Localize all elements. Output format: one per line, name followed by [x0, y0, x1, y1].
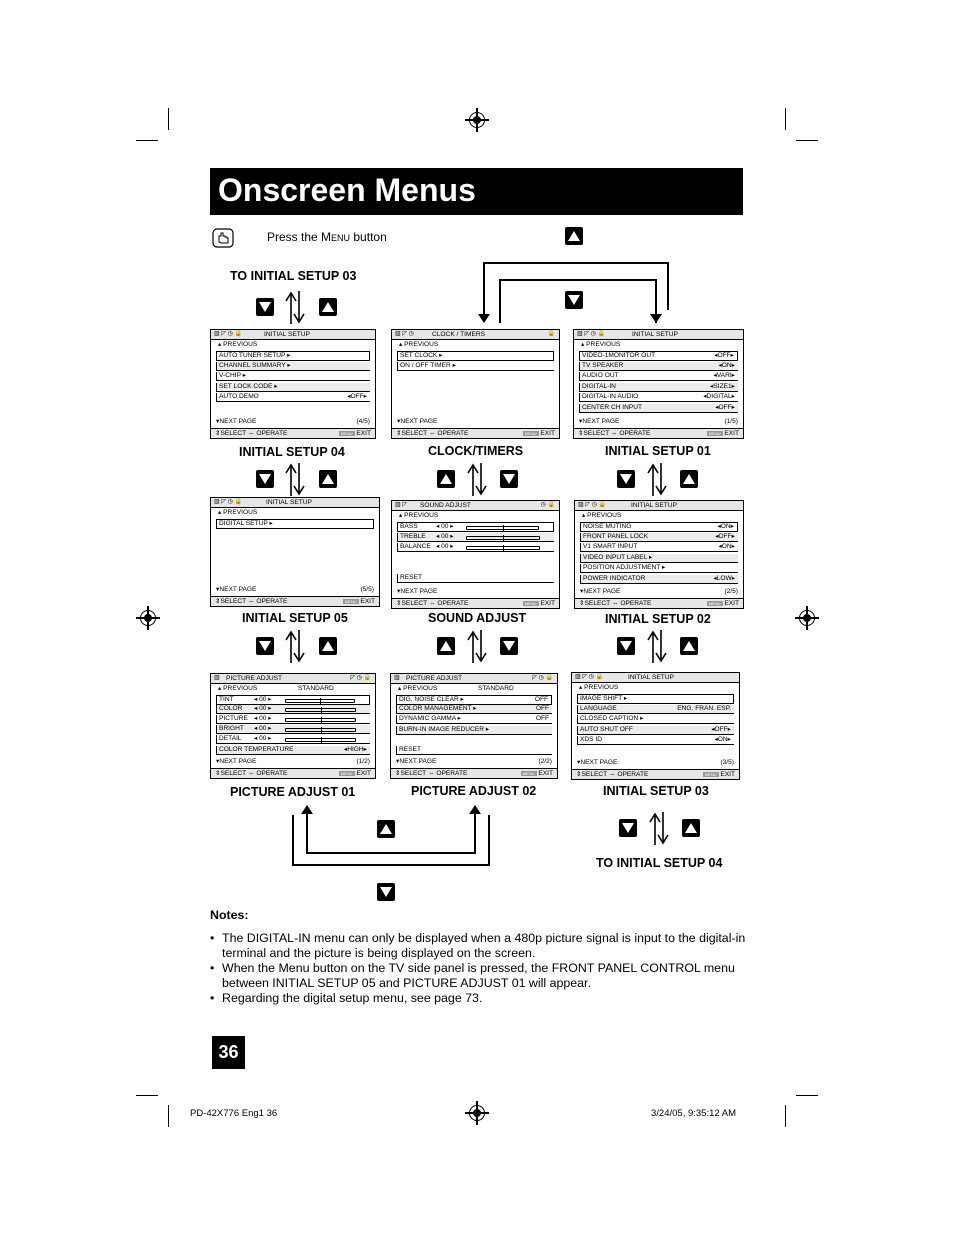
- menu-picture-adjust-01: [210, 673, 376, 779]
- menu-previous[interactable]: ▴ PREVIOUS: [218, 340, 258, 348]
- arrow-down-icon: [650, 314, 662, 323]
- menu-row[interactable]: POSITION ADJUSTMENT ▸: [580, 564, 738, 573]
- up-arrow-button-icon: [682, 819, 700, 837]
- up-down-arrows-icon: [645, 463, 669, 496]
- menu-header: ▥ ◸ ◷ 🔒 INITIAL SETUP: [211, 498, 379, 508]
- down-arrow-button-icon: [256, 637, 274, 655]
- menu-header: ▥ ◸ SOUND ADJUST ◷ 🔒: [392, 501, 559, 511]
- menu-row[interactable]: BASS ◂ 00 ▸: [397, 522, 554, 532]
- arrow-down-icon: [478, 314, 490, 323]
- crop-mark: [785, 1105, 786, 1127]
- connector-line: [474, 814, 476, 854]
- note-item: • Regarding the digital setup menu, see page 73.: [210, 991, 750, 1006]
- menu-previous[interactable]: ▴ PREVIOUS: [399, 511, 439, 519]
- up-down-arrows-icon: [647, 812, 671, 845]
- page-number: 36: [212, 1036, 245, 1069]
- connector-line: [483, 262, 485, 322]
- up-down-arrows-icon: [465, 463, 489, 496]
- menu-footer: ⇕SELECT ⇔ OPERATE MENU EXIT: [392, 428, 559, 438]
- registration-mark: [140, 610, 156, 626]
- menu-row[interactable]: DYNAMIC GAMMA ▸ OFF: [396, 715, 552, 724]
- menu-initial-setup-03: [571, 672, 740, 780]
- menu-row[interactable]: VIDEO INPUT LABEL ▸: [580, 554, 738, 563]
- label-picture-adjust-02: PICTURE ADJUST 02: [411, 784, 537, 798]
- menu-row[interactable]: XDS ID ◂ON▸: [577, 736, 734, 745]
- page-title-bar: [210, 168, 743, 215]
- menu-header: ▥ ◸ ◷ 🔒 INITIAL SETUP: [211, 330, 375, 340]
- menu-row[interactable]: V1 SMART INPUT ◂ON▸: [580, 543, 738, 552]
- label-sound-adjust: SOUND ADJUST: [428, 611, 527, 625]
- menu-row[interactable]: VIDEO-1MONITOR OUT ◂OFF▸: [579, 351, 738, 361]
- menu-initial-setup-02: [574, 500, 744, 609]
- down-arrow-button-icon: [256, 298, 274, 316]
- menu-next-page[interactable]: ▾NEXT PAGE: [397, 588, 438, 595]
- down-arrow-button-icon: [619, 819, 637, 837]
- footer-timestamp: 3/24/05, 9:35:12 AM: [651, 1108, 737, 1119]
- menu-tab-icons: ▥ ◸ ◷ 🔒: [214, 331, 242, 337]
- menu-row[interactable]: DIGITAL-IN AUDIO ◂DIGITAL▸: [579, 393, 738, 402]
- up-arrow-button-icon: [680, 637, 698, 655]
- menu-tab-icons: ◷ 🔒: [540, 502, 555, 508]
- menu-row[interactable]: V-CHIP ▸: [216, 372, 370, 381]
- menu-row[interactable]: CLOSED CAPTION ▸: [577, 715, 734, 724]
- up-arrow-button-icon: [319, 470, 337, 488]
- connector-line: [483, 262, 669, 264]
- registration-mark: [469, 112, 485, 128]
- menu-previous[interactable]: ▴ PREVIOUS: [218, 508, 258, 516]
- menu-row[interactable]: FRONT PANEL LOCK ◂OFF▸: [580, 533, 738, 542]
- registration-mark: [799, 610, 815, 626]
- slider-track[interactable]: [466, 546, 540, 550]
- menu-row[interactable]: DIGITAL SETUP ▸: [216, 519, 374, 529]
- crop-mark: [796, 1095, 818, 1096]
- slider-track[interactable]: [285, 738, 356, 742]
- up-arrow-button-icon: [319, 637, 337, 655]
- menu-row[interactable]: LANGUAGE ENG. FRAN. ESP.: [577, 705, 734, 714]
- slider-track[interactable]: [285, 718, 356, 722]
- menu-row[interactable]: NOISE MUTING ◂ON▸: [580, 522, 738, 532]
- menu-next-page[interactable]: ▾NEXT PAGE (2/2): [396, 758, 552, 765]
- up-arrow-button-icon: [680, 470, 698, 488]
- menu-sound-adjust: [391, 500, 560, 609]
- menu-previous[interactable]: ▴ PREVIOUS: [579, 683, 619, 691]
- menu-row[interactable]: DETAIL ◂ 00 ▸: [216, 735, 370, 744]
- note-item: • When the Menu button on the TV side panel is pressed, the FRONT PANEL CONTROL menu between INITIAL SETUP 05 and PICTURE ADJUST 01 will appear.: [210, 961, 750, 991]
- slider-track[interactable]: [285, 728, 356, 732]
- menu-footer: ⇕SELECT ⇔ OPERATE MENU EXIT: [391, 768, 557, 778]
- menu-row[interactable]: AUTO SHUT OFF ◂OFF▸: [577, 726, 734, 735]
- down-arrow-button-icon: [377, 883, 395, 901]
- label-initial-setup-04: INITIAL SETUP 04: [239, 445, 345, 459]
- connector-line: [488, 815, 490, 866]
- menu-row[interactable]: CENTER CH INPUT ◂OFF▸: [579, 404, 738, 413]
- menu-tab-icons: ▥ ◸: [395, 502, 407, 508]
- menu-tab-icons: ◸ ◷ 🔒: [350, 675, 371, 681]
- up-down-arrows-icon: [283, 463, 307, 496]
- menu-row[interactable]: ON / OFF TIMER ▸: [397, 362, 554, 371]
- menu-tab-icons: ▥ ◸ ◷: [395, 331, 414, 337]
- menu-initial-setup-05: [210, 497, 380, 607]
- menu-row[interactable]: TV SPEAKER ◂ON▸: [579, 362, 738, 371]
- remote-hand-icon: [212, 228, 234, 248]
- label-to-initial-setup-04: TO INITIAL SETUP 04: [596, 856, 723, 870]
- arrow-up-icon: [469, 805, 481, 814]
- menu-next-page[interactable]: ▾NEXT PAGE: [397, 418, 438, 425]
- menu-tab-icons: ▥ ◸ ◷ 🔒: [578, 502, 606, 508]
- connector-line: [292, 864, 490, 866]
- menu-row[interactable]: IMAGE SHIFT ▸: [577, 694, 734, 704]
- crop-mark: [136, 140, 158, 141]
- down-arrow-button-icon: [500, 637, 518, 655]
- menu-row[interactable]: BRIGHT ◂ 00 ▸: [216, 725, 370, 734]
- menu-footer: ⇕SELECT ⇔ OPERATE MENU EXIT: [211, 768, 375, 778]
- label-clock-timers: CLOCK/TIMERS: [428, 444, 524, 458]
- down-arrow-button-icon: [617, 470, 635, 488]
- menu-row[interactable]: SET LOCK CODE ▸: [216, 383, 370, 392]
- menu-row[interactable]: AUDIO OUT ◂VARI▸: [579, 372, 738, 381]
- slider-track[interactable]: [466, 526, 539, 530]
- menu-footer: ⇕SELECT ⇔ OPERATE MENU EXIT: [392, 598, 559, 608]
- menu-row[interactable]: BALANCE ◂ 00 ▸: [397, 543, 554, 552]
- footer-file-info: PD-42X776 Eng1 36: [190, 1108, 278, 1119]
- up-down-arrows-icon: [645, 630, 669, 663]
- menu-header: ▥ PICTURE ADJUST ◸ ◷ 🔒: [211, 674, 375, 684]
- connector-line: [292, 815, 294, 866]
- up-arrow-button-icon: [565, 227, 583, 245]
- label-initial-setup-01: INITIAL SETUP 01: [605, 444, 711, 458]
- menu-tab-icons: ▥: [214, 675, 220, 681]
- menu-footer: ⇕SELECT ⇔ OPERATE MENU EXIT: [575, 598, 743, 608]
- menu-row[interactable]: TINT ◂ 00 ▸: [216, 695, 370, 705]
- up-arrow-button-icon: [377, 820, 395, 838]
- down-arrow-button-icon: [500, 470, 518, 488]
- menu-next-page[interactable]: ▾NEXT PAGE (4/5): [216, 418, 370, 425]
- menu-header: ▥ PICTURE ADJUST ◸ ◷ 🔒: [391, 674, 557, 684]
- menu-initial-setup-04: [210, 329, 376, 439]
- crop-mark: [136, 1095, 158, 1096]
- up-down-arrows-icon: [283, 291, 307, 324]
- down-arrow-button-icon: [617, 637, 635, 655]
- menu-row[interactable]: TREBLE ◂ 00 ▸: [397, 533, 554, 542]
- connector-line: [499, 279, 501, 323]
- up-arrow-button-icon: [437, 470, 455, 488]
- slider-track[interactable]: [285, 708, 356, 712]
- menu-footer: ⇕SELECT ⇔ OPERATE MENU EXIT: [211, 596, 379, 606]
- menu-next-page[interactable]: ▾NEXT PAGE (1/5): [579, 418, 738, 425]
- notes-heading: Notes:: [210, 908, 249, 922]
- label-initial-setup-03: INITIAL SETUP 03: [603, 784, 709, 798]
- menu-clock-timers: [391, 329, 560, 439]
- menu-header: ▥ ◸ ◷ 🔒 INITIAL SETUP: [572, 673, 739, 683]
- menu-reset[interactable]: RESET: [396, 746, 552, 755]
- connector-line: [499, 279, 657, 281]
- connector-line: [667, 262, 669, 310]
- menu-row[interactable]: PICTURE ◂ 00 ▸: [216, 715, 370, 724]
- menu-tab-icons: ▥ ◸ ◷ 🔒: [575, 674, 603, 680]
- down-arrow-button-icon: [565, 291, 583, 309]
- menu-next-page[interactable]: ▾NEXT PAGE (2/5): [580, 588, 738, 595]
- crop-mark: [785, 108, 786, 130]
- menu-row[interactable]: SET CLOCK ▸: [397, 351, 554, 361]
- menu-row[interactable]: BURN-IN IMAGE REDUCER ▸: [396, 726, 552, 735]
- up-down-arrows-icon: [283, 630, 307, 663]
- menu-row[interactable]: DIG. NOISE CLEAR ▸ OFF: [396, 695, 552, 705]
- menu-footer: ⇕SELECT ⇔ OPERATE MENU EXIT: [211, 428, 375, 438]
- arrow-up-icon: [301, 805, 313, 814]
- crop-mark: [168, 1105, 169, 1127]
- menu-picture-adjust-02: [390, 673, 558, 779]
- menu-row[interactable]: POWER INDICATOR ◂LOW▸: [580, 575, 738, 584]
- menu-footer: ⇕SELECT ⇔ OPERATE MENU EXIT: [572, 769, 739, 779]
- menu-next-page[interactable]: ▾NEXT PAGE (5/5): [216, 586, 374, 593]
- menu-row[interactable]: COLOR ◂ 00 ▸: [216, 705, 370, 714]
- menu-header: ▥ ◸ ◷ 🔒 INITIAL SETUP: [574, 330, 743, 340]
- note-item: • The DIGITAL-IN menu can only be displayed when a 480p picture signal is input to the digital-in terminal and the picture is being displayed on the screen.: [210, 931, 750, 961]
- menu-next-page[interactable]: ▾NEXT PAGE (3/5): [577, 759, 734, 766]
- crop-mark: [168, 108, 169, 130]
- up-arrow-button-icon: [437, 637, 455, 655]
- menu-previous[interactable]: ▴ PREVIOUS STANDARD: [398, 684, 514, 692]
- page-title: Onscreen Menus: [218, 172, 476, 208]
- slider-track[interactable]: [285, 699, 355, 703]
- up-arrow-button-icon: [319, 298, 337, 316]
- connector-line: [306, 852, 476, 854]
- menu-header: ▥ ◸ ◷ CLOCK / TIMERS 🔒: [392, 330, 559, 340]
- label-initial-setup-05: INITIAL SETUP 05: [242, 611, 348, 625]
- menu-previous[interactable]: ▴ PREVIOUS STANDARD: [218, 684, 334, 692]
- menu-footer: ⇕SELECT ⇔ OPERATE MENU EXIT: [574, 428, 743, 438]
- label-initial-setup-02: INITIAL SETUP 02: [605, 612, 711, 626]
- label-to-initial-setup-03: TO INITIAL SETUP 03: [230, 269, 357, 283]
- menu-row[interactable]: AUTO TUNER SETUP ▸: [216, 351, 370, 361]
- press-menu-instruction: Press the MENU button: [267, 230, 387, 244]
- lock-icon: 🔒: [547, 331, 555, 337]
- menu-tab-icons: ◸ ◷ 🔒: [532, 675, 553, 681]
- menu-row[interactable]: CHANNEL SUMMARY ▸: [216, 362, 370, 371]
- notes-section: [210, 908, 750, 1006]
- menu-next-page[interactable]: ▾NEXT PAGE (1/2): [216, 758, 370, 765]
- menu-row[interactable]: DIGITAL-IN ◂SIZE1▸: [579, 383, 738, 392]
- menu-reset[interactable]: RESET: [397, 574, 554, 583]
- menu-previous[interactable]: ▴ PREVIOUS: [399, 340, 439, 348]
- menu-row[interactable]: COLOR TEMPERATURE ◂HIGH▸: [216, 746, 370, 755]
- menu-tab-icons: ▥: [394, 675, 400, 681]
- notes-list: [210, 931, 750, 1006]
- menu-initial-setup-01: [573, 329, 744, 439]
- up-down-arrows-icon: [465, 630, 489, 663]
- slider-track[interactable]: [466, 536, 540, 540]
- menu-tab-icons: ▥ ◸ ◷ 🔒: [577, 331, 605, 337]
- menu-previous[interactable]: ▴ PREVIOUS: [581, 340, 621, 348]
- crop-mark: [796, 140, 818, 141]
- down-arrow-button-icon: [256, 470, 274, 488]
- menu-row[interactable]: COLOR MANAGEMENT ▸ OFF: [396, 705, 552, 714]
- menu-tab-icons: ▥ ◸ ◷ 🔒: [214, 499, 242, 505]
- label-picture-adjust-01: PICTURE ADJUST 01: [230, 785, 356, 799]
- registration-mark: [469, 1105, 485, 1121]
- connector-line: [306, 814, 308, 854]
- menu-previous[interactable]: ▴ PREVIOUS: [582, 511, 622, 519]
- menu-header: ▥ ◸ ◷ 🔒 INITIAL SETUP: [575, 501, 743, 511]
- menu-row[interactable]: AUTO DEMO ◂OFF▸: [216, 393, 370, 402]
